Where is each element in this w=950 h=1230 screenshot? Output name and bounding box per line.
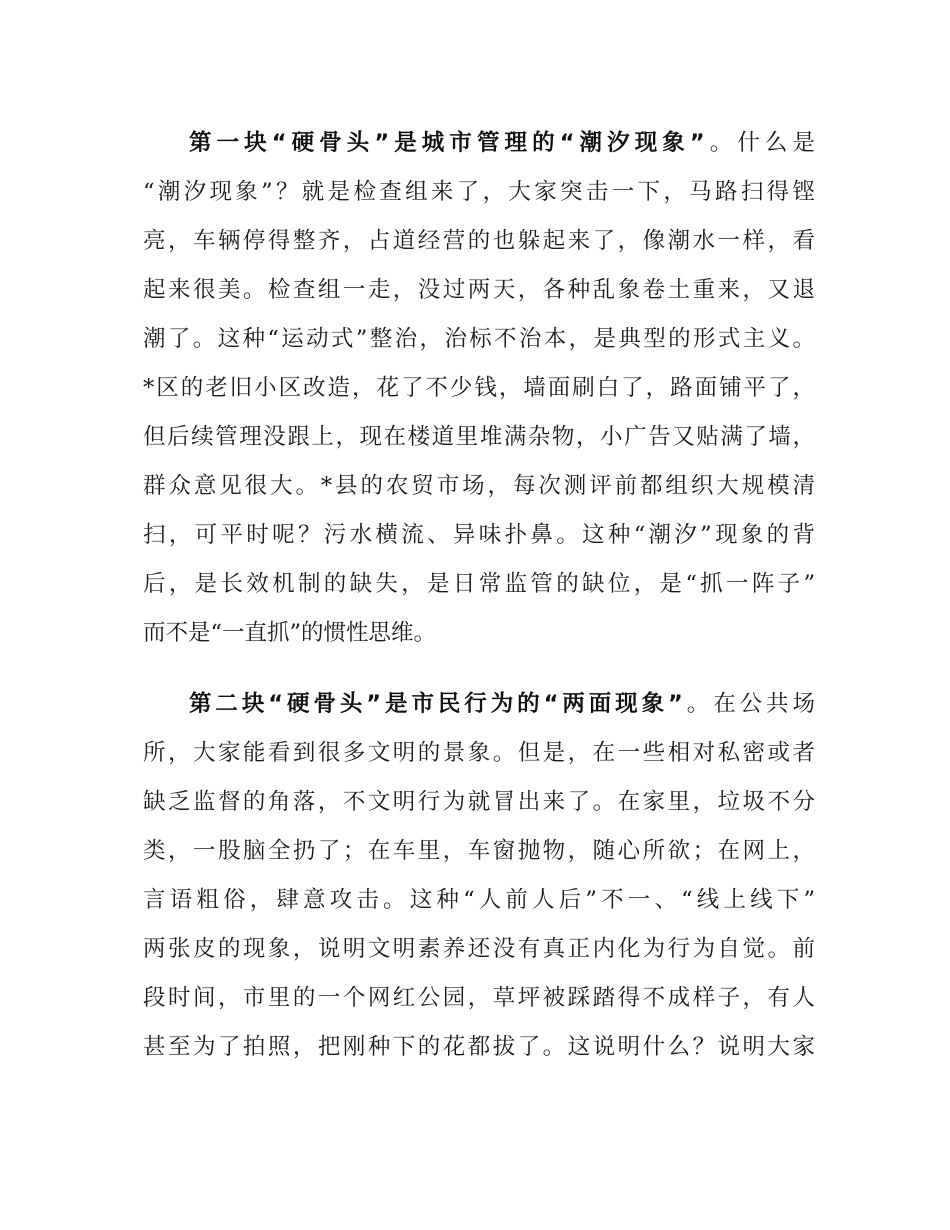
paragraph-1-line-3: 亮，车辆停得整齐，占道经营的也躲起来了，像潮水一样，看 — [143, 228, 815, 254]
paragraph-1-line-1 — [143, 119, 815, 168]
paragraph-2 — [143, 680, 815, 1072]
paragraph-2-line-2: 所，大家能看到很多文明的景象。但是，在一些相对私密或者 — [143, 740, 815, 766]
paragraph-1-line-8: 群众意见很大。*县的农贸市场，每次测评前都组织大规模清 — [143, 473, 815, 499]
paragraph-2-line-8: 甚至为了拍照，把刚种下的花都拔了。这说明什么？说明大家 — [143, 1034, 815, 1060]
paragraph-2-line-5: 言语粗俗，肆意攻击。这种“人前人后”不一、“线上线下” — [143, 887, 815, 913]
paragraph-2-line-3: 缺乏监督的角落，不文明行为就冒出来了。在家里，垃圾不分 — [143, 789, 815, 815]
paragraph-1-line-7: 但后续管理没跟上，现在楼道里堆满杂物，小广告又贴满了墙， — [143, 424, 815, 450]
paragraph-1-line-11: 而不是“一直抓”的惯性思维。 — [143, 620, 437, 646]
paragraph-2-line-1-rest: 。在公共场 — [682, 691, 815, 717]
paragraph-1-line-1-rest: 。什么是 — [704, 130, 815, 156]
paragraph-1-line-4: 起来很美。检查组一走，没过两天，各种乱象卷土重来，又退 — [143, 277, 815, 303]
paragraph-2-heading: 第二块“硬骨头”是市民行为的“两面现象” — [189, 691, 683, 717]
paragraph-2-line-4: 类，一股脑全扔了；在车里，车窗抛物，随心所欲；在网上， — [143, 838, 815, 864]
paragraph-2-line-6: 两张皮的现象，说明文明素养还没有真正内化为行为自觉。前 — [143, 936, 815, 962]
paragraph-1-line-2: “潮汐现象”？就是检查组来了，大家突击一下，马路扫得铿 — [143, 179, 815, 205]
paragraph-1-line-6: *区的老旧小区改造，花了不少钱，墙面刷白了，路面铺平了， — [143, 375, 815, 401]
paragraph-1-line-9: 扫，可平时呢？污水横流、异味扑鼻。这种“潮汐”现象的背 — [143, 522, 815, 548]
paragraph-1-line-10: 后，是长效机制的缺失，是日常监管的缺位，是“抓一阵子” — [143, 571, 815, 597]
paragraph-1-heading: 第一块“硬骨头”是城市管理的“潮汐现象” — [189, 130, 705, 156]
paragraph-2-line-7: 段时间，市里的一个网红公园，草坪被踩踏得不成样子，有人 — [143, 985, 815, 1011]
paragraph-2-line-1 — [143, 680, 815, 729]
paragraph-1 — [143, 119, 815, 658]
paragraph-1-line-5: 潮了。这种“运动式”整治，治标不治本，是典型的形式主义。 — [143, 326, 815, 352]
